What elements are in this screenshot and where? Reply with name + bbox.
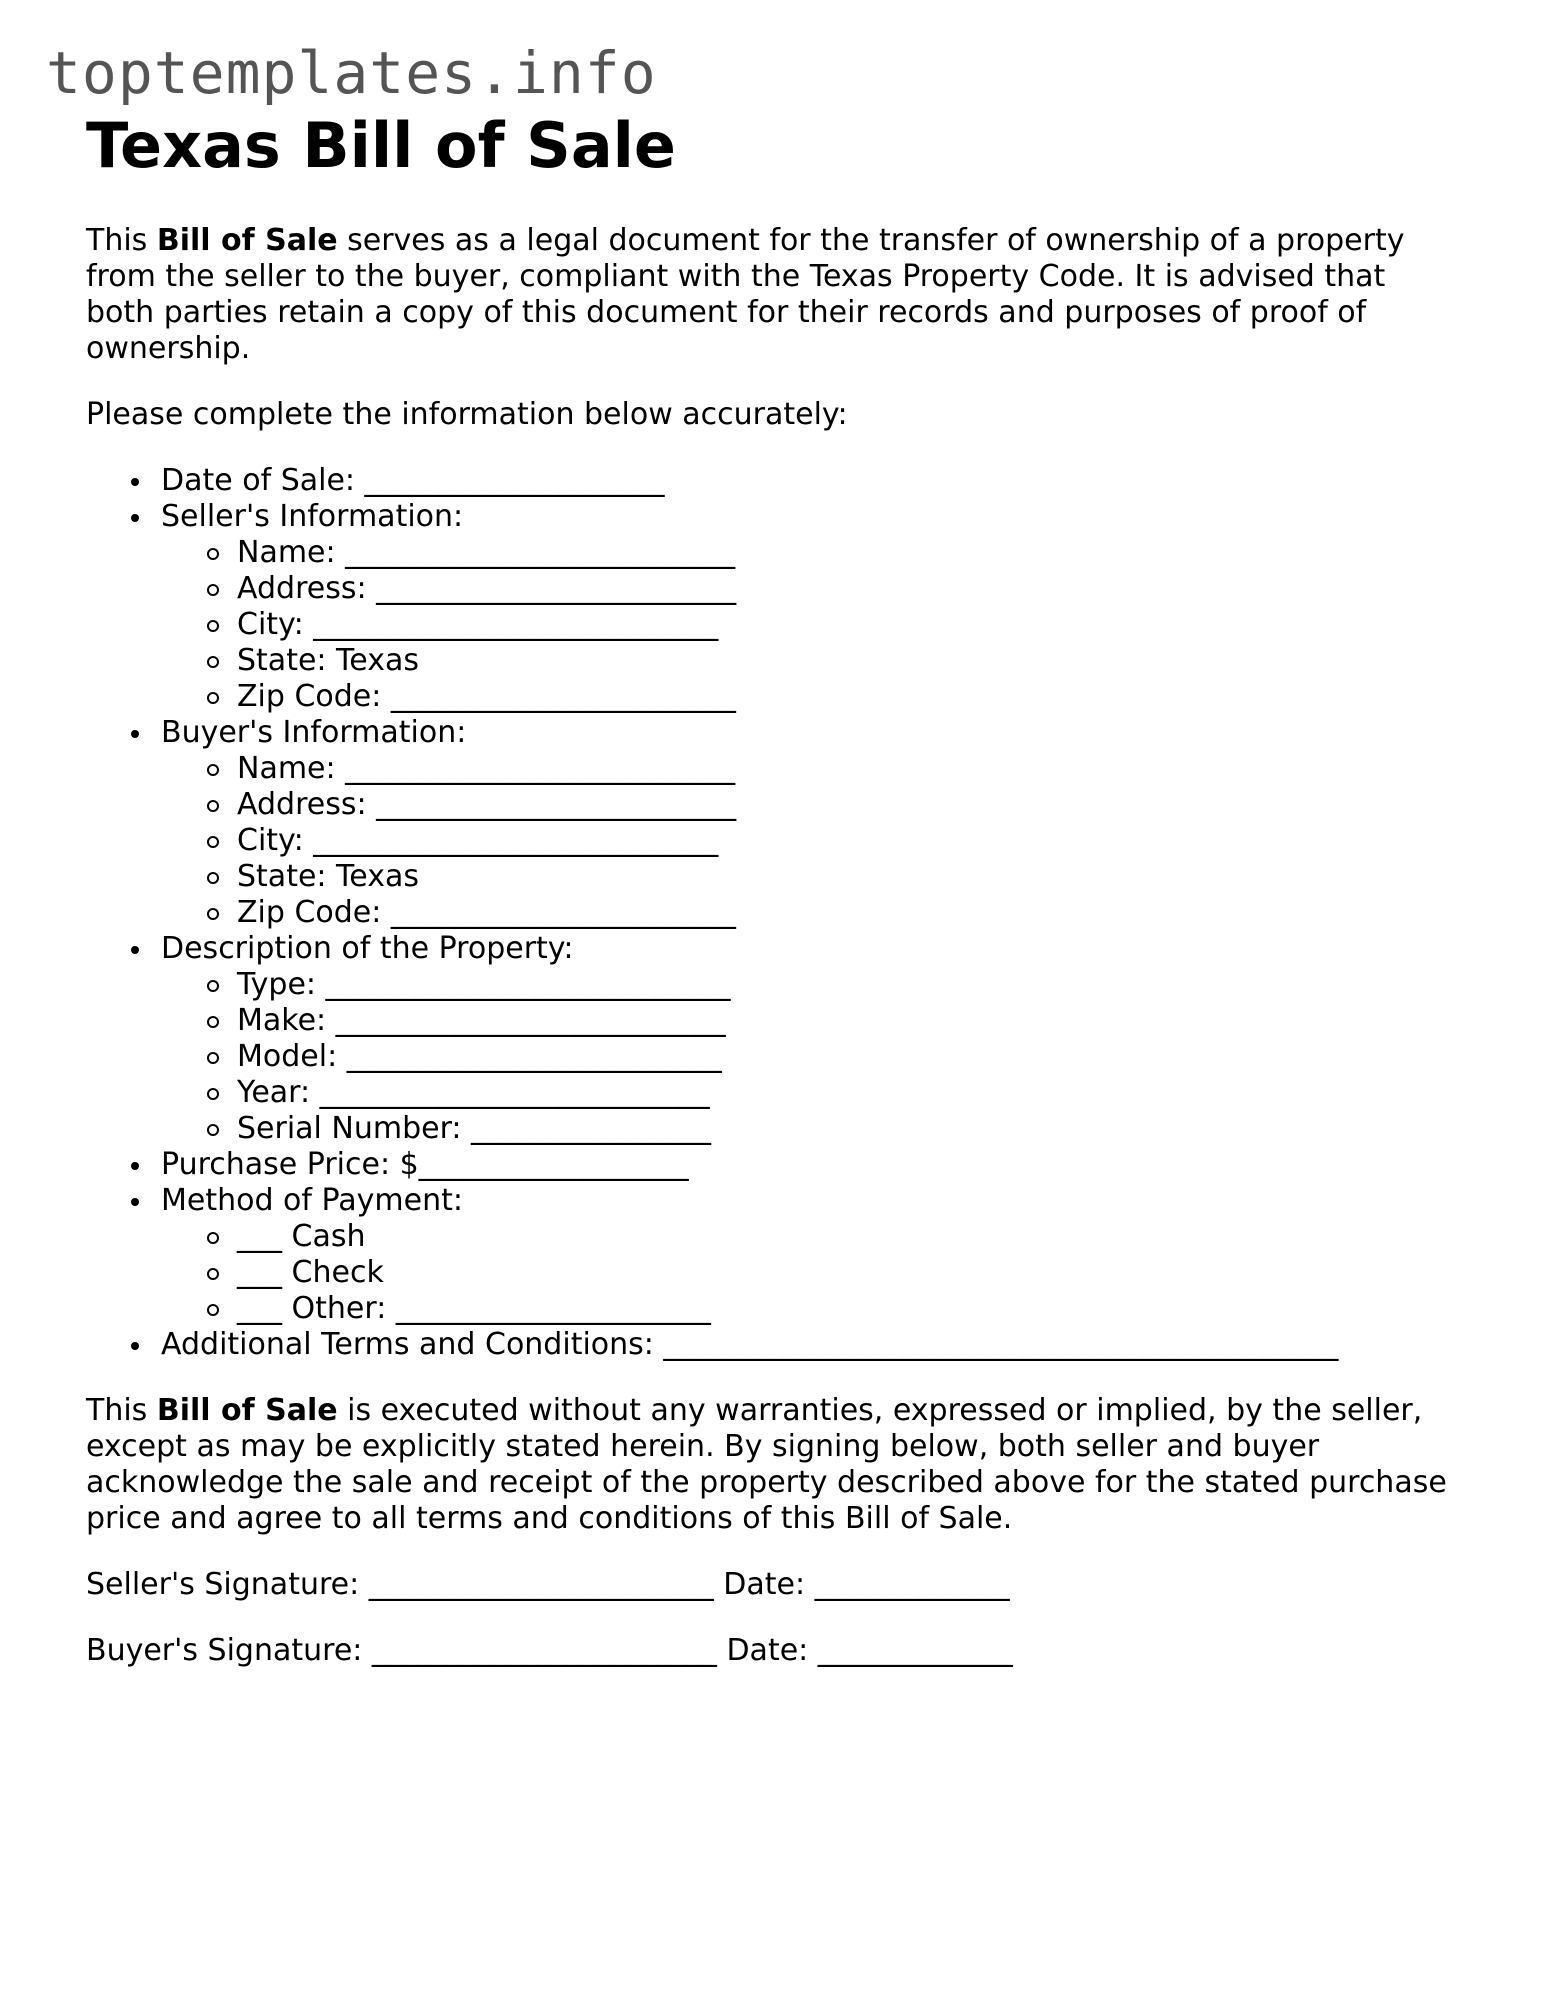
buyer-zip-field[interactable]: Zip Code: _______________________ — [237, 895, 1486, 931]
property-type-field[interactable]: Type: ___________________________ — [237, 967, 1486, 1003]
buyer-state-field: State: Texas — [237, 859, 1486, 895]
seller-information-section — [161, 499, 1486, 715]
seller-city-field[interactable]: City: ___________________________ — [237, 607, 1486, 643]
intro-paragraph — [86, 223, 1456, 367]
property-make-field[interactable]: Make: __________________________ — [237, 1003, 1486, 1039]
intro-bold-term: Bill of Sale — [156, 223, 338, 259]
seller-fields — [161, 535, 1486, 715]
buyer-address-field[interactable]: Address: ________________________ — [237, 787, 1486, 823]
property-fields — [161, 967, 1486, 1147]
document-page — [86, 110, 1486, 1669]
date-of-sale-field[interactable]: Date of Sale: ____________________ — [161, 463, 1486, 499]
purchase-price-field[interactable]: Purchase Price: $__________________ — [161, 1147, 1486, 1183]
property-model-field[interactable]: Model: _________________________ — [237, 1039, 1486, 1075]
seller-heading: Seller's Information: — [161, 499, 464, 535]
seller-signature-line[interactable]: Seller's Signature: _______________________ Date: _____________ — [86, 1567, 1010, 1603]
property-description-section — [161, 931, 1486, 1147]
payment-heading: Method of Payment: — [161, 1183, 463, 1219]
closing-suffix: is executed without any warranties, expressed or implied, by the seller, except as may be explicitly stated herein. By signing below, both seller and buyer acknowledge the sale and receipt of the property described above for the stated purchase price and agree to all terms and conditions of this Bill of Sale. — [86, 1393, 1447, 1537]
buyer-name-field[interactable]: Name: __________________________ — [237, 751, 1486, 787]
watermark: toptemplates.info — [46, 39, 657, 107]
buyer-information-section — [161, 715, 1486, 931]
additional-terms-field[interactable]: Additional Terms and Conditions: _____________________________________________ — [161, 1327, 1486, 1363]
buyer-heading: Buyer's Information: — [161, 715, 467, 751]
instruction-text: Please complete the information below accurately: — [86, 397, 848, 433]
payment-method-section — [161, 1183, 1486, 1327]
payment-other-option[interactable]: ___ Other: _____________________ — [237, 1291, 1486, 1327]
form-list — [86, 463, 1486, 1363]
buyer-fields — [161, 751, 1486, 931]
property-year-field[interactable]: Year: __________________________ — [237, 1075, 1486, 1111]
intro-prefix: This — [86, 223, 157, 259]
intro-suffix: serves as a legal document for the transfer of ownership of a property from the seller to the buyer, compliant with the Texas Property Code. It is advised that both parties retain a copy of this document for their records and purposes of proof of ownership. — [86, 223, 1405, 367]
seller-address-field[interactable]: Address: ________________________ — [237, 571, 1486, 607]
payment-check-option[interactable]: ___ Check — [237, 1255, 1486, 1291]
seller-name-field[interactable]: Name: __________________________ — [237, 535, 1486, 571]
closing-prefix: This — [86, 1393, 157, 1429]
payment-cash-option[interactable]: ___ Cash — [237, 1219, 1486, 1255]
seller-state-field: State: Texas — [237, 643, 1486, 679]
seller-zip-field[interactable]: Zip Code: _______________________ — [237, 679, 1486, 715]
closing-paragraph — [86, 1393, 1466, 1537]
buyer-city-field[interactable]: City: ___________________________ — [237, 823, 1486, 859]
buyer-signature-line[interactable]: Buyer's Signature: _______________________ Date: _____________ — [86, 1633, 1013, 1669]
payment-options — [161, 1219, 1486, 1327]
property-heading: Description of the Property: — [161, 931, 574, 967]
closing-bold-term: Bill of Sale — [156, 1393, 338, 1429]
property-serial-field[interactable]: Serial Number: ________________ — [237, 1111, 1486, 1147]
page-title: Texas Bill of Sale — [86, 109, 676, 182]
